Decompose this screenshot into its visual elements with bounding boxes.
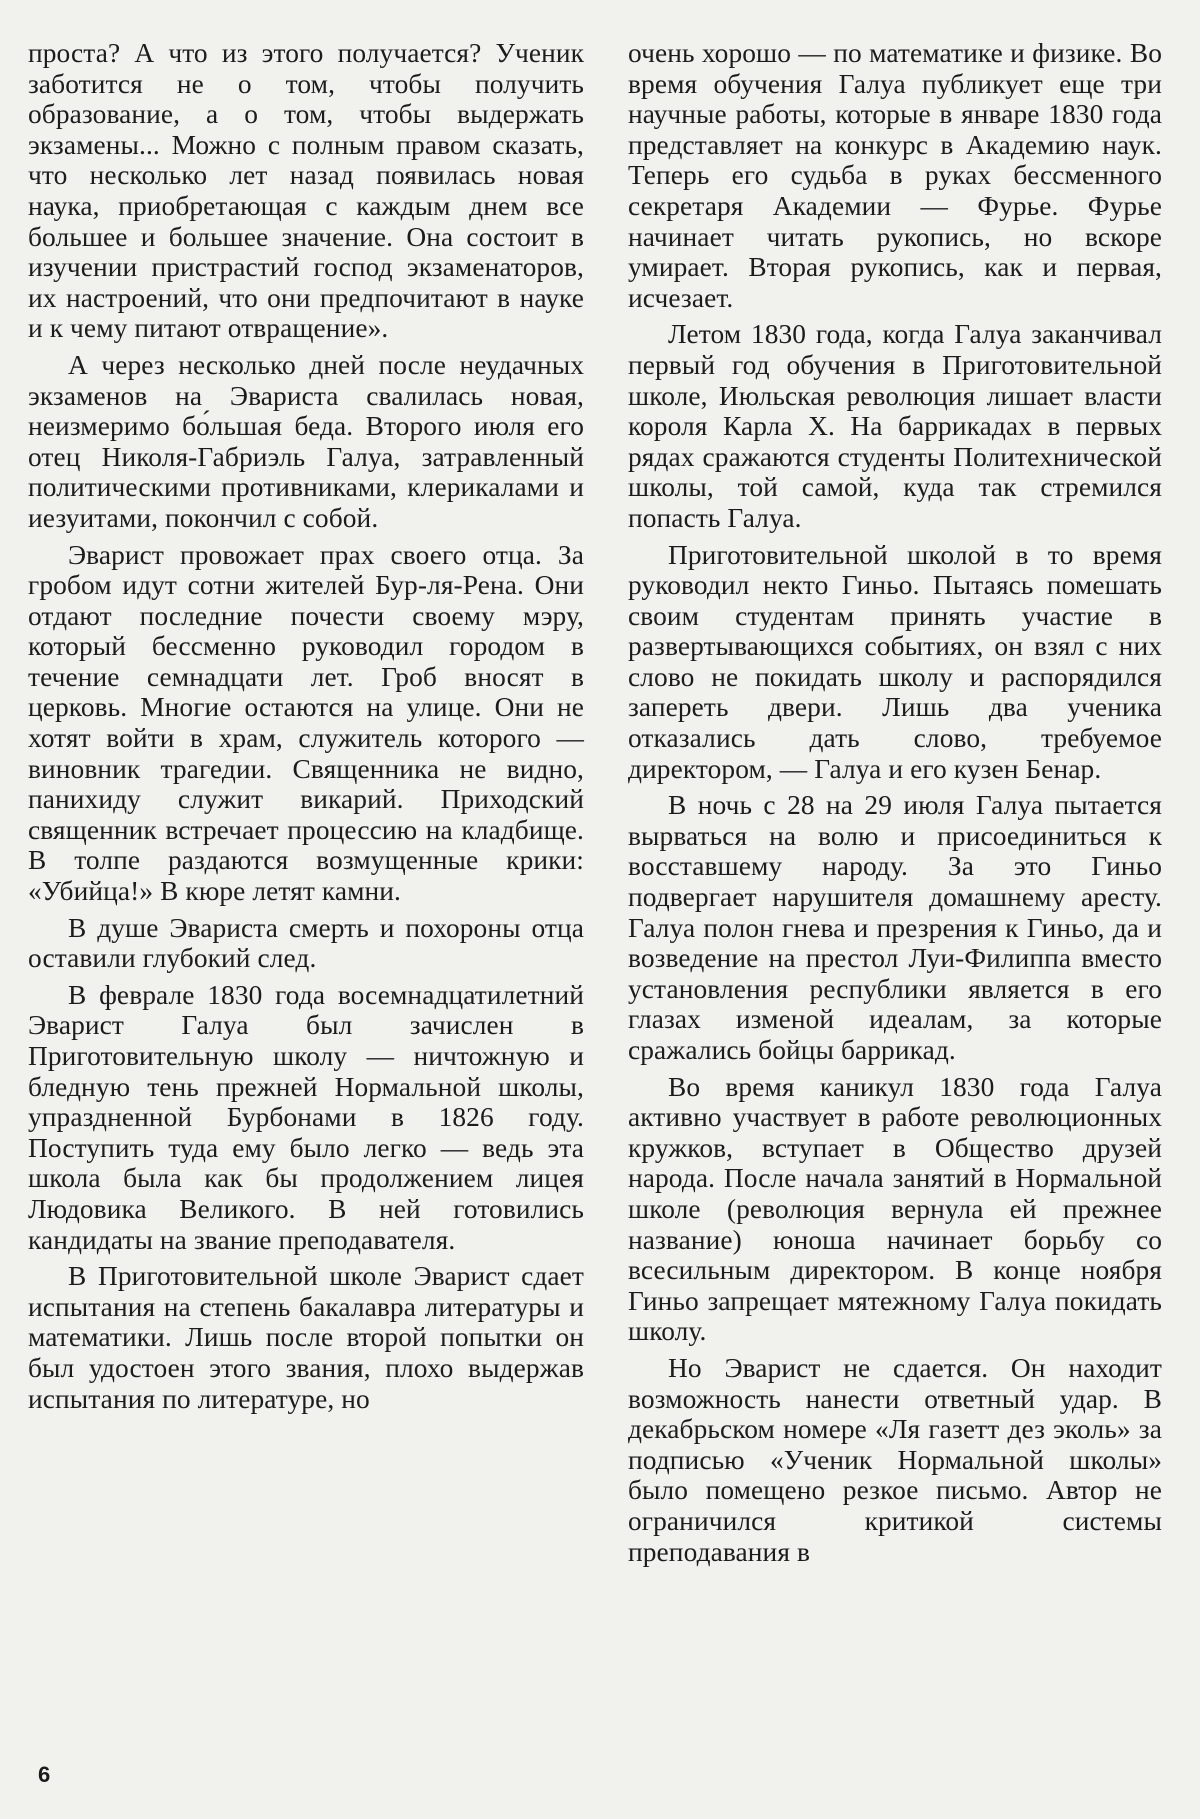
paragraph-revolutionary-circles: Во время каникул 1830 года Галуа активно участвует в работе революционных кружков, вступает в Общество друзей народа. После начала занятий в Нормальной школе (революция вернула ей прежнее название) юноша начинает борьбу со всесильным директором. В конце ноября Гиньо запрещает мятежному Галуа покидать школу. [628,1071,1162,1347]
paragraph-deep-trace: В душе Эвариста смерть и похороны отца оставили глубокий след. [28,912,584,974]
paragraph-letter: Но Эварист не сдается. Он находит возможность нанести ответный удар. В декабрьском номере «Ля газетт дез эколь» за подписью «Ученик Нормальной школы» было помещено резкое письмо. Автор не ограничился критикой системы преподавания в [628,1352,1162,1567]
paragraph-continued-quote: проста? А что из этого получается? Ученик заботится не о том, чтобы получить образование, а о том, чтобы выдержать экзамены... Можно с полным правом сказать, что несколько лет назад появилась новая наука, приобретающая с каждым днем все большее и большее значение. Она состоит в изучении пристрастий господ экзаменаторов, их настроений, что они предпочитают в науке и к чему питают отвращение». [28,38,584,344]
page-number: 6 [38,1762,51,1787]
paragraph-escape-attempt: В ночь с 28 на 29 июля Галуа пытается вырваться на волю и присоединиться к восставшему народу. За это Гиньо подвергает нарушителя домашнему аресту. Галуа полон гнева и презрения к Гиньо, да и возведение на престол Луи-Филиппа вместо установления республики является в его глазах изменой идеалам, за которые сражались бойцы баррикад. [628,790,1162,1065]
paragraph-funeral: Эварист провожает прах своего отца. За гробом идут сотни жителей Бур-ля-Рена. Они отдают последние почести своему мэру, который бессменно руководил городом в течение семнадцати лет. Гроб вносят в церковь. Многие остаются на улице. Они не хотят войти в храм, служитель которого — виновник трагедии. Священника не видно, панихиду служит викарий. Приходский священник встречает процессию на кладбище. В толпе раздаются возмущенные крики: «Убийца!» В кюре летят камни. [28,539,584,907]
paragraph-bachelor-exams: В Приготовительной школе Эварист сдает испытания на степень бакалавра литературы и математики. Лишь после второй попытки он был удостоен этого звания, плохо выдержав испытания по литературе, но [28,1261,584,1414]
paragraph-father-death: А через несколько дней после неудачных экзаменов на Эвариста свалилась новая, неизмеримо бо́льшая беда. Второго июля его отец Николя-Габриэль Галуа, затравленный политическими противниками, клерикалами и иезуитами, покончил с собой. [28,349,584,533]
paragraph-july-revolution: Летом 1830 года, когда Галуа заканчивал первый год обучения в Приготовительной школе, Июльская революция лишает власти короля Карла X. На баррикадах в первых рядах сражаются студенты Политехнической школы, той самой, куда так стремился попасть Галуа. [628,319,1162,533]
paragraph-guigniault: Приготовительной школой в то время руководил некто Гиньо. Пытаясь помешать своим студентам принять участие в развертывающихся событиях, он взял с них слово не покидать школу и распорядился запереть двери. Лишь два ученика отказались дать слово, требуемое директором, — Галуа и его кузен Бенар. [628,539,1162,784]
left-column [28,38,584,1420]
right-column [628,38,1162,1573]
paragraph-academy-papers: очень хорошо — по математике и физике. Во время обучения Галуа публикует еще три научные работы, которые в январе 1830 года представляет на конкурс в Академию наук. Теперь его судьба в руках бессменного секретаря Академии — Фурье. Фурье начинает читать рукопись, но вскоре умирает. Вторая рукопись, как и первая, исчезает. [628,38,1162,313]
paragraph-enrollment: В феврале 1830 года восемнадцатилетний Эварист Галуа был зачислен в Приготовительную школу — ничтожную и бледную тень прежней Нормальной школы, упраздненной Бурбонами в 1826 году. Поступить туда ему было легко — ведь эта школа была как бы продолжением лицея Людовика Великого. В ней готовились кандидаты на звание преподавателя. [28,979,584,1255]
